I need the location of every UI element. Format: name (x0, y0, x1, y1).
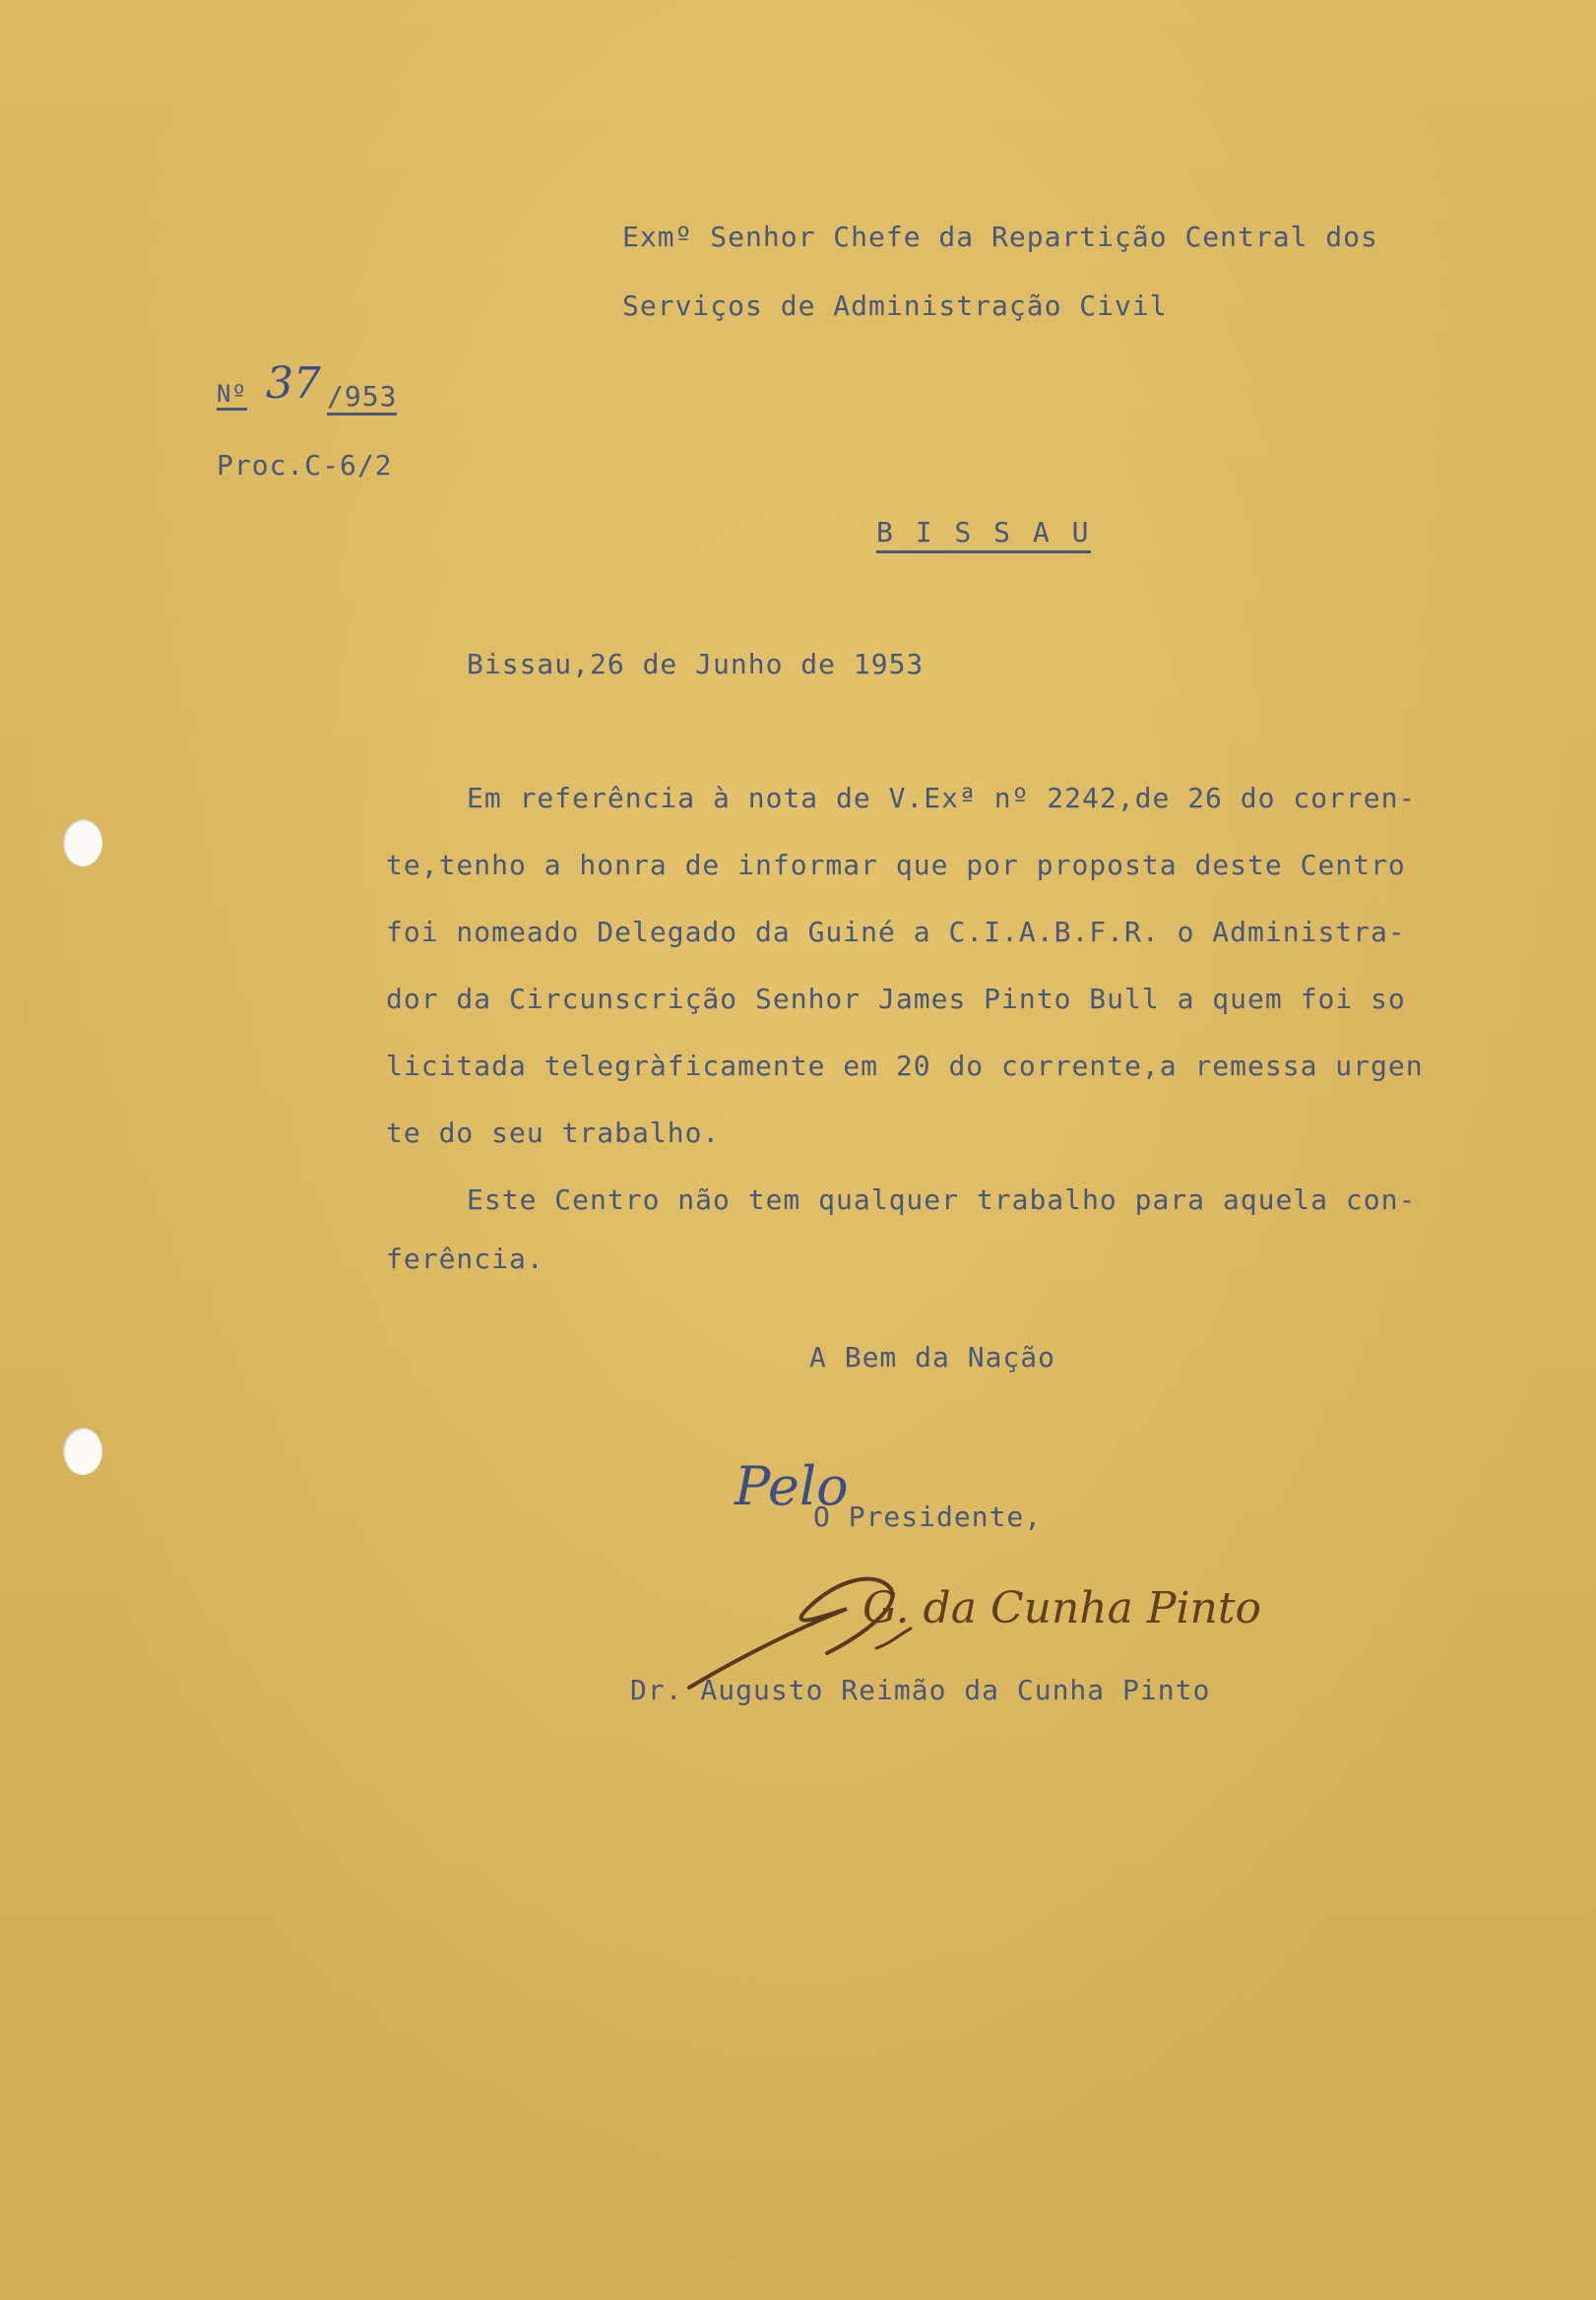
punch-hole-bottom (63, 1428, 102, 1475)
reference-prefix: Nº (217, 380, 247, 411)
body-line: te,tenho a honra de informar que por proposta deste Centro (386, 849, 1406, 881)
punch-hole-top (63, 819, 102, 866)
body-line: Em referência à nota de V.Exª nº 2242,de 26 do corren- (467, 782, 1417, 814)
process-number: Proc.C-6/2 (217, 449, 393, 481)
reference-year: /953 (327, 380, 397, 415)
president-label: O Presidente, (813, 1501, 1043, 1533)
pelo-handwritten: Pelo (734, 1455, 849, 1517)
city-heading: B I S S A U (876, 516, 1091, 553)
body-line: foi nomeado Delegado da Guiné a C.I.A.B.F.R. o Administra- (386, 916, 1406, 948)
date-line: Bissau,26 de Junho de 1953 (467, 648, 925, 680)
addressee-line-2: Serviços de Administração Civil (622, 289, 1168, 322)
closing-salutation: A Bem da Nação (809, 1341, 1056, 1374)
body-line: te do seu trabalho. (386, 1117, 721, 1149)
reference-handwritten-number: 37 (266, 358, 321, 409)
addressee-line-1: Exmº Senhor Chefe da Repartição Central dos (622, 221, 1378, 253)
body-line: Este Centro não tem qualquer trabalho para aquela con- (467, 1183, 1417, 1216)
signatory-name: Dr. Augusto Reimão da Cunha Pinto (630, 1674, 1211, 1706)
signature-text: G. da Cunha Pinto (862, 1583, 1262, 1633)
body-line: dor da Circunscrição Senhor James Pinto Bull a quem foi so (386, 983, 1406, 1015)
body-line: licitada telegràficamente em 20 do corrente,a remessa urgen (386, 1050, 1424, 1082)
body-line: ferência. (386, 1243, 544, 1275)
